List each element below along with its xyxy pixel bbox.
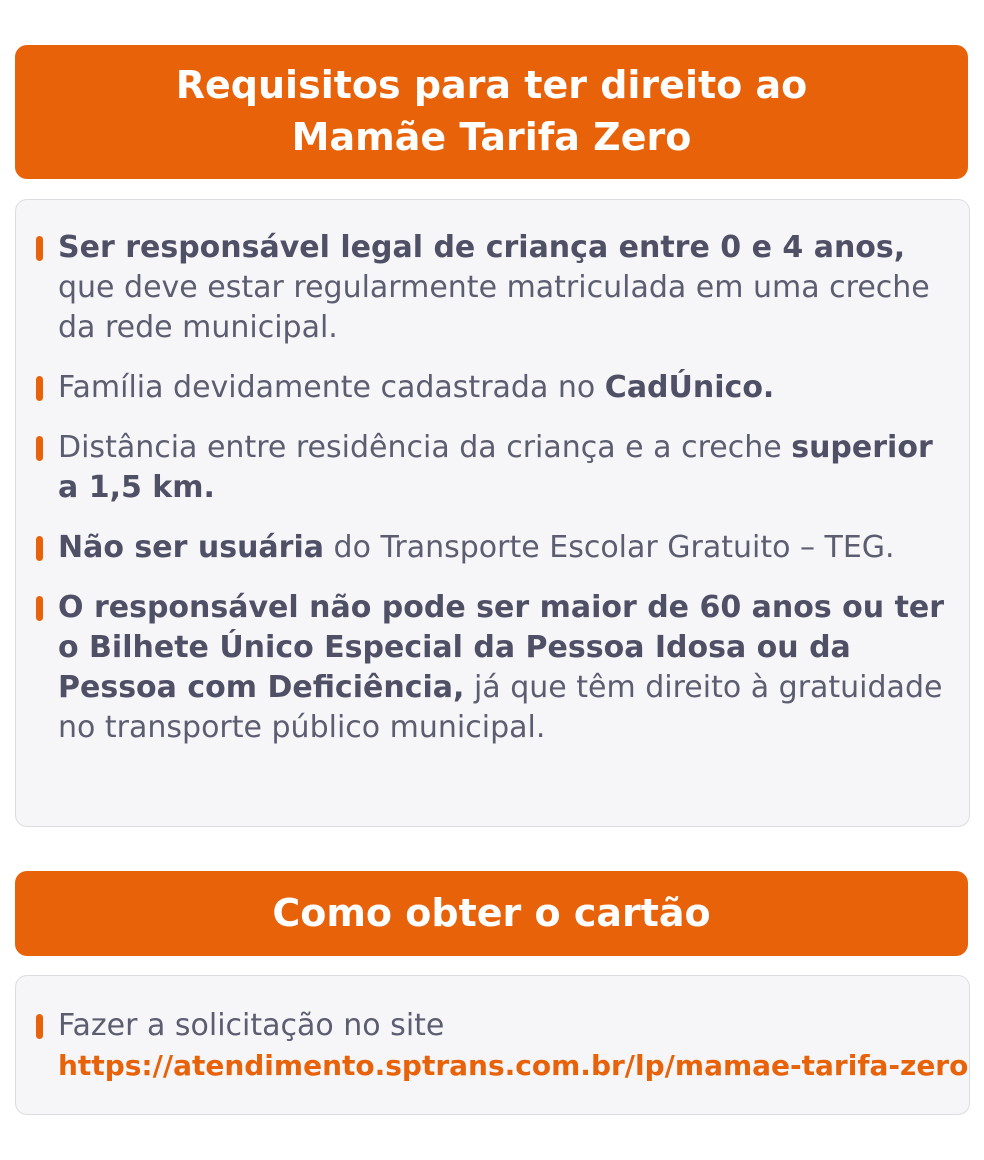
requirement-bold-text: CadÚnico. bbox=[604, 370, 775, 405]
how-to-text: Fazer a solicitação no site bbox=[58, 1008, 445, 1043]
requirement-bold-text: Ser responsável legal de criança entre 0 e 4 anos, bbox=[58, 230, 906, 265]
requirement-item bbox=[16, 228, 969, 348]
requirements-header bbox=[15, 45, 968, 179]
bullet-bar-icon bbox=[36, 236, 43, 261]
sptrans-link[interactable]: https://atendimento.sptrans.com.br/lp/mamae-tarifa-zero bbox=[58, 1049, 969, 1082]
requirements-title-line-2: Mamãe Tarifa Zero bbox=[291, 115, 692, 159]
requirement-item bbox=[16, 428, 969, 508]
how-to-item bbox=[16, 1006, 969, 1086]
requirement-bold-text: Não ser usuária bbox=[58, 530, 324, 565]
requirement-item bbox=[16, 528, 969, 568]
how-to-header bbox=[15, 871, 968, 956]
requirement-text: já que têm direito à gratuidade no transporte público municipal. bbox=[58, 670, 943, 745]
bullet-bar-icon bbox=[36, 1014, 43, 1039]
bullet-bar-icon bbox=[36, 536, 43, 561]
requirement-item bbox=[16, 368, 969, 408]
requirement-item bbox=[16, 588, 969, 748]
requirement-bold-text: superior a 1,5 km. bbox=[58, 430, 933, 505]
how-to-panel bbox=[15, 975, 970, 1115]
requirements-panel bbox=[15, 199, 970, 827]
requirement-text: Distância entre residência da criança e a creche bbox=[58, 430, 792, 465]
bullet-bar-icon bbox=[36, 376, 43, 401]
requirement-text: Família devidamente cadastrada no bbox=[58, 370, 605, 405]
bullet-bar-icon bbox=[36, 596, 43, 621]
requirements-title-line-1: Requisitos para ter direito ao bbox=[175, 63, 808, 107]
requirement-bold-text: O responsável não pode ser maior de 60 anos ou ter o Bilhete Único Especial da Pessoa Idosa ou da Pessoa com Deficiência, bbox=[58, 590, 945, 705]
requirement-text: que deve estar regularmente matriculada em uma creche da rede municipal. bbox=[58, 270, 930, 345]
bullet-bar-icon bbox=[36, 436, 43, 461]
requirement-text: do Transporte Escolar Gratuito – TEG. bbox=[324, 530, 895, 565]
how-to-title: Como obter o cartão bbox=[272, 891, 711, 935]
